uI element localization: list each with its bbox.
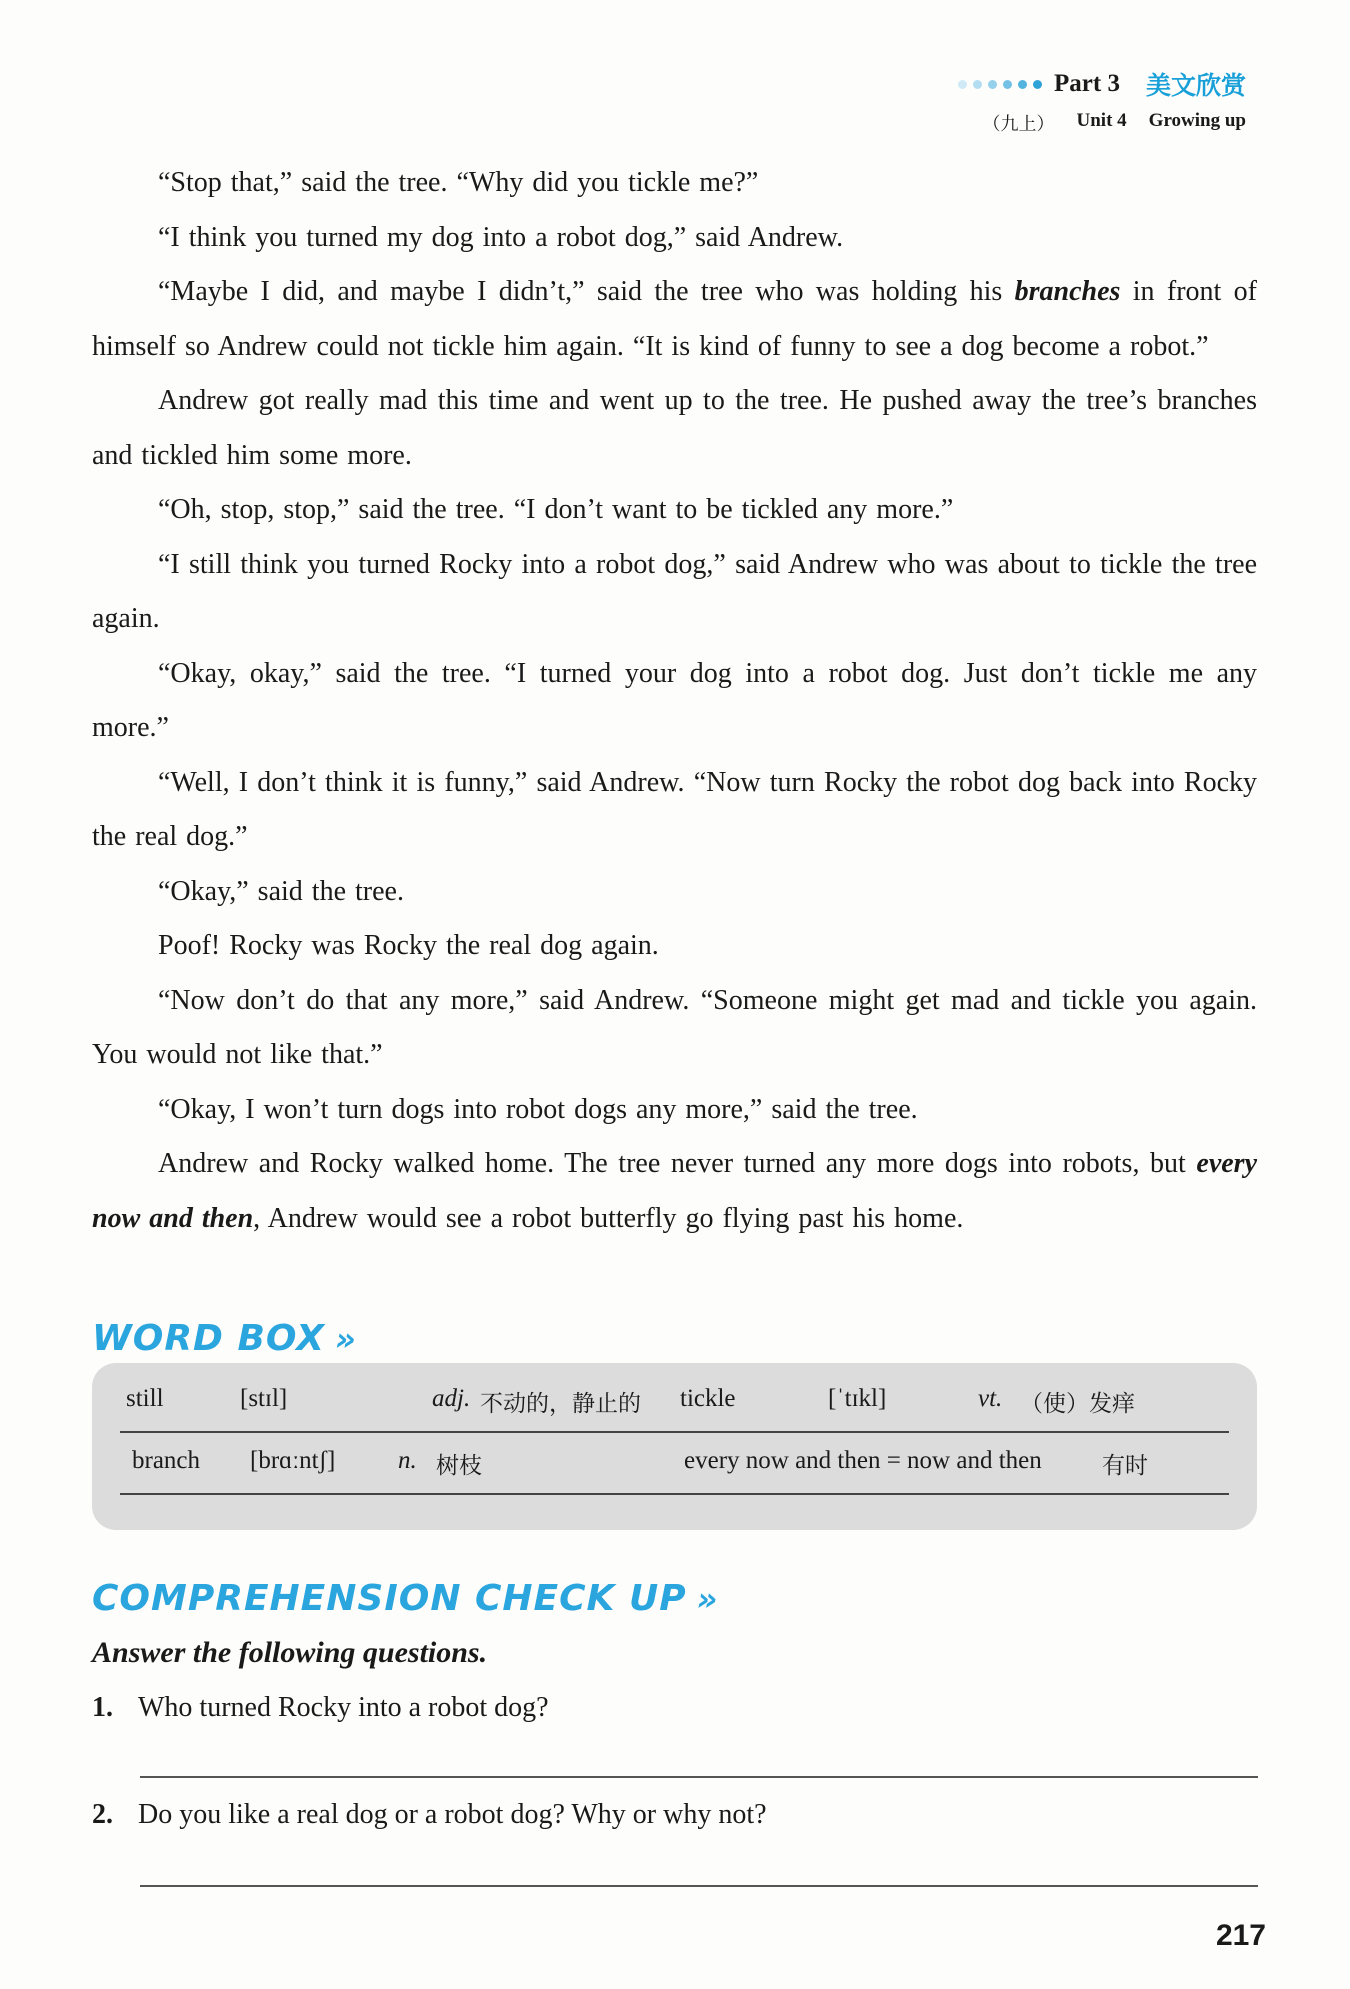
chinese-meaning: 不动的，静止的 — [480, 1391, 641, 1417]
chinese-meaning: 有时 — [1102, 1453, 1148, 1479]
part-label: Part 3 — [1054, 70, 1120, 97]
double-chevron-icon: » — [696, 1580, 719, 1618]
word-box — [92, 1363, 1257, 1530]
paragraph: Poof! Rocky was Rocky the real dog again. — [158, 930, 659, 961]
decorative-dots-icon — [958, 80, 1042, 89]
vocab-phrase: every now and then = now and then — [684, 1447, 1042, 1474]
part-of-speech: n. — [398, 1447, 417, 1474]
chinese-meaning: （使）发痒 — [1020, 1391, 1135, 1417]
paragraph: Andrew got really mad this time and went up to the tree. He pushed away the tree’s branches and tickled him some more. — [92, 385, 1257, 471]
header-unit-line — [958, 110, 1246, 136]
vocab-word: still — [126, 1385, 164, 1412]
answer-line[interactable] — [140, 1885, 1258, 1887]
comprehension-heading — [92, 1578, 718, 1619]
instruction-text: Answer the following questions. — [92, 1636, 488, 1669]
word-box-heading — [92, 1318, 357, 1359]
paragraph-text: , Andrew would see a robot butterfly go flying past his home. — [253, 1202, 964, 1234]
paragraph — [92, 265, 1257, 374]
word-box-row — [120, 1373, 1229, 1433]
question-number: 1. — [92, 1692, 113, 1723]
paragraph: “Okay,” said the tree. — [158, 875, 404, 907]
header-part-line — [958, 66, 1246, 102]
question-text: Who turned Rocky into a robot dog? — [138, 1692, 549, 1723]
vocab-word: tickle — [680, 1385, 736, 1412]
part-of-speech: adj. — [432, 1385, 471, 1412]
question-item — [92, 1692, 549, 1724]
paragraph-text: “Maybe I did, and maybe I didn’t,” said the tree who was holding his — [158, 276, 1015, 307]
comprehension-title: COMPREHENSION CHECK UP — [92, 1578, 687, 1619]
story-text — [92, 156, 1257, 1246]
word-box-title: WORD BOX — [92, 1318, 325, 1359]
paragraph: “I still think you turned Rocky into a robot dog,” said Andrew who was about to tickle the tree again. — [92, 548, 1257, 634]
paragraph: “Okay, I won’t turn dogs into robot dogs any more,” said the tree. — [158, 1093, 918, 1125]
paragraph: “Well, I don’t think it is funny,” said Andrew. “Now turn Rocky the robot dog back into Rocky the real dog.” — [92, 766, 1257, 852]
question-number: 2. — [92, 1799, 113, 1830]
question-text: Do you like a real dog or a robot dog? Why or why not? — [138, 1799, 767, 1830]
paragraph: “Stop that,” said the tree. “Why did you tickle me?” — [158, 167, 759, 198]
vocab-highlight: branches — [1014, 276, 1121, 307]
part-chinese-title: 美文欣赏 — [1145, 71, 1246, 100]
phonetic: [ˈtɪkl] — [828, 1385, 887, 1412]
page-number: 217 — [1215, 1919, 1266, 1952]
page-header — [958, 66, 1246, 136]
paragraph-text: in front of himself so Andrew could not tickle him again. “It is kind of funny to see a dog become a robot.” — [92, 276, 1257, 362]
paragraph: “Okay, okay,” said the tree. “I turned your dog into a robot dog. Just don’t tickle me any more.” — [92, 657, 1257, 743]
paragraph: “Oh, stop, stop,” said the tree. “I don’t want to be tickled any more.” — [158, 494, 954, 525]
paragraph — [92, 1137, 1257, 1246]
vocab-highlight: every now and then — [92, 1148, 1257, 1234]
unit-label: Unit 4 — [1076, 110, 1127, 131]
phonetic: [stɪl] — [240, 1385, 288, 1412]
double-chevron-icon: » — [334, 1320, 357, 1358]
word-box-row — [120, 1435, 1229, 1495]
question-item — [92, 1799, 767, 1831]
grade-label: （九上） — [982, 114, 1055, 135]
vocab-word: branch — [132, 1447, 201, 1474]
paragraph-text: Andrew and Rocky walked home. The tree never turned any more dogs into robots, but — [158, 1148, 1197, 1179]
chinese-meaning: 树枝 — [436, 1453, 482, 1479]
unit-title: Growing up — [1148, 110, 1246, 131]
paragraph: “Now don’t do that any more,” said Andrew. “Someone might get mad and tickle you again. You would not like that.” — [92, 984, 1257, 1070]
part-of-speech: vt. — [978, 1385, 1003, 1412]
phonetic: [brɑːntʃ] — [250, 1447, 336, 1474]
answer-line[interactable] — [140, 1776, 1258, 1778]
paragraph: “I think you turned my dog into a robot dog,” said Andrew. — [158, 221, 844, 253]
